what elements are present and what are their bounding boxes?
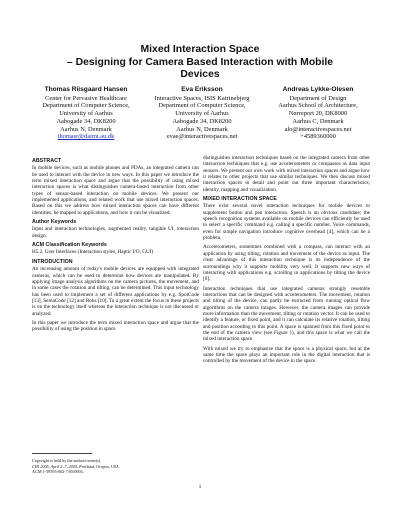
author-affiliation: Interactive Spaces, ISIS Katrinebjerg — [154, 94, 250, 102]
body-paragraph: There exist several novel interaction techniques for mobile devices to supplement button and pen interaction. Speech is an obvious candidate; the speech recognition systems available on mobile devices can efficiently be used to select a specific command e.g. calling a specific number. Voice commands, even for simple navigation introduce cognitive overhead [4], which can be a problem. — [203, 203, 370, 242]
author-affiliation: Aarhus School of Architecture, — [278, 102, 358, 110]
author-address: Aarhus N, Denmark — [176, 125, 228, 133]
author-phone: +4589360000 — [300, 133, 336, 141]
author-name: Thomas Riisgaard Hansen — [44, 86, 128, 93]
author-address: Nørreport 20, DK8000 — [288, 110, 348, 118]
footnote-conference: CHI 2005, April 2–7, 2005, Portland, Oregon, USA. — [32, 463, 120, 469]
keywords-text: Input and interaction technologies, augmented reality, tangible UI, interaction design. — [32, 226, 199, 239]
acm-text: H5.2. User Interfaces (Interaction styles, Haptic I/O, GUI) — [32, 249, 154, 256]
introduction-paragraph-1: An increasing amount of today's mobile devices are equipped with integrated cameras, which can be used to determine how devices are manipulated. By applying image analysis algorithms on the camera pictures, the movement, and in some cases the rotation and tilting, can be determined. This input technology has been used to implement a set of different applications by e.g. SpotCode [13], SemaCode [12] and Rohs [10]. To a great extent the focus in these projects is on the technology itself whereas the interaction technique is not discussed or analyzed. — [32, 266, 199, 317]
footnote-copyright: Copyright is held by the author/owner(s). — [32, 458, 102, 463]
title-line-1: Mixed Interaction Space — [140, 44, 260, 55]
body-paragraph: Accelerometers, sometimes combined with a compass, can interact with an application by using tilting, rotation and movement of the device as input. The clear advantage of this interaction technique is its independence of the surroundings why it supports mobility very well. It supports new ways of interacting with applications e.g. scrolling in applications by tilting the device [6]. — [203, 244, 370, 283]
paper-title — [30, 44, 370, 82]
author-1 — [28, 86, 144, 141]
author-email-link[interactable]: thomasr@daimi.au.dk — [57, 133, 115, 141]
left-column — [32, 155, 199, 336]
page-number: 1 — [198, 484, 202, 490]
abstract-heading: ABSTRACT — [32, 158, 62, 164]
footnote-rule — [32, 453, 92, 454]
body-paragraph: distinguishes interaction techniques based on the integrated camera from other interaction techniques that e.g. use accelerometers or compasses as data input sensors. We present our own work with mixed interaction spaces and argue how it relates to other projects that use similar techniques. We then discuss mixed interaction spaces in detail and point out three important characteristics; identity, mapping and visualization. — [203, 155, 370, 193]
body-paragraph: Interaction techniques that use integrated cameras strongly resemble interactions that can be designed with accelerometers. The movement, rotation and tilting of the device, can partly be extracted from running optical flow algorithms on the camera images. However, the camera images can provide more information than the movement, tilting or rotation vector. It can be used to identify a feature, or fixed point, and it can calculate its relative rotation, tilting and position according to this point. A space is spanned from this fixed point to the end of the camera view (see Figure 1), and this space is what we call the mixed interaction space. — [203, 285, 370, 343]
author-address: Aabogade 34, DK8200 — [56, 117, 116, 125]
abstract-text: In mobile devices, such as mobile phones and PDAs, an integrated camera can be used to interact with the device in new ways. In this paper we introduce the term mixed interaction space and argue that the possibility of using mixed interaction spaces is what distinguishes camera-based interaction from other types of sensor-based interaction on mobile devices. We present our implemented applications, and related work that use mixed interaction spaces. Based on this we address how mixed interaction spaces can have different identities, be mapped to applications, and how it can be visualized. — [32, 165, 199, 216]
author-affiliation: University of Aarhus — [175, 110, 229, 118]
right-column — [203, 155, 370, 368]
author-address: Aarhus C, Denmark — [292, 117, 344, 125]
author-block — [28, 86, 376, 141]
author-2 — [144, 86, 260, 141]
copyright-footnote — [32, 453, 199, 475]
author-email: evae@interactivespaces.net — [166, 133, 238, 141]
author-affiliation: University of Aarhus — [59, 110, 113, 118]
author-email: alo@interactivespaces.net — [284, 125, 352, 133]
author-affiliation: Department of Computer Science, — [42, 102, 130, 110]
body-paragraph: With mixed we try to emphasize that the space is a physical space, but at the same time the space plays an important role in the digital interaction that is controlled by the movement of the device in the space. — [203, 345, 370, 365]
author-affiliation: Department of Computer Science, — [158, 102, 246, 110]
introduction-heading: INTRODUCTION — [32, 258, 73, 265]
author-3 — [260, 86, 376, 141]
acm-heading: ACM Classification Keywords — [32, 242, 107, 249]
footnote-acm: ACM 1-59593-002-7/05/0004. — [32, 469, 84, 475]
author-address: Aarhus N, Denmark — [60, 125, 112, 133]
author-affiliation: Department of Design — [289, 94, 347, 102]
title-line-2: – Designing for Camera Based Interaction with Mobile — [66, 56, 334, 68]
title-line-3: Devices — [180, 69, 220, 80]
author-address: Aabogade 34, DK8200 — [172, 117, 232, 125]
keywords-heading: Author Keywords — [32, 219, 77, 226]
author-name: Andreas Lykke-Olesen — [282, 86, 354, 93]
introduction-paragraph-2: In this paper we introduce the term mixed interaction space and argue that the possibility of using the position in space — [32, 319, 199, 333]
author-name: Eva Eriksson — [181, 86, 223, 93]
mixed-interaction-space-heading: MIXED INTERACTION SPACE — [203, 196, 277, 203]
author-affiliation: Center for Pervasive Healthcare — [45, 94, 127, 102]
